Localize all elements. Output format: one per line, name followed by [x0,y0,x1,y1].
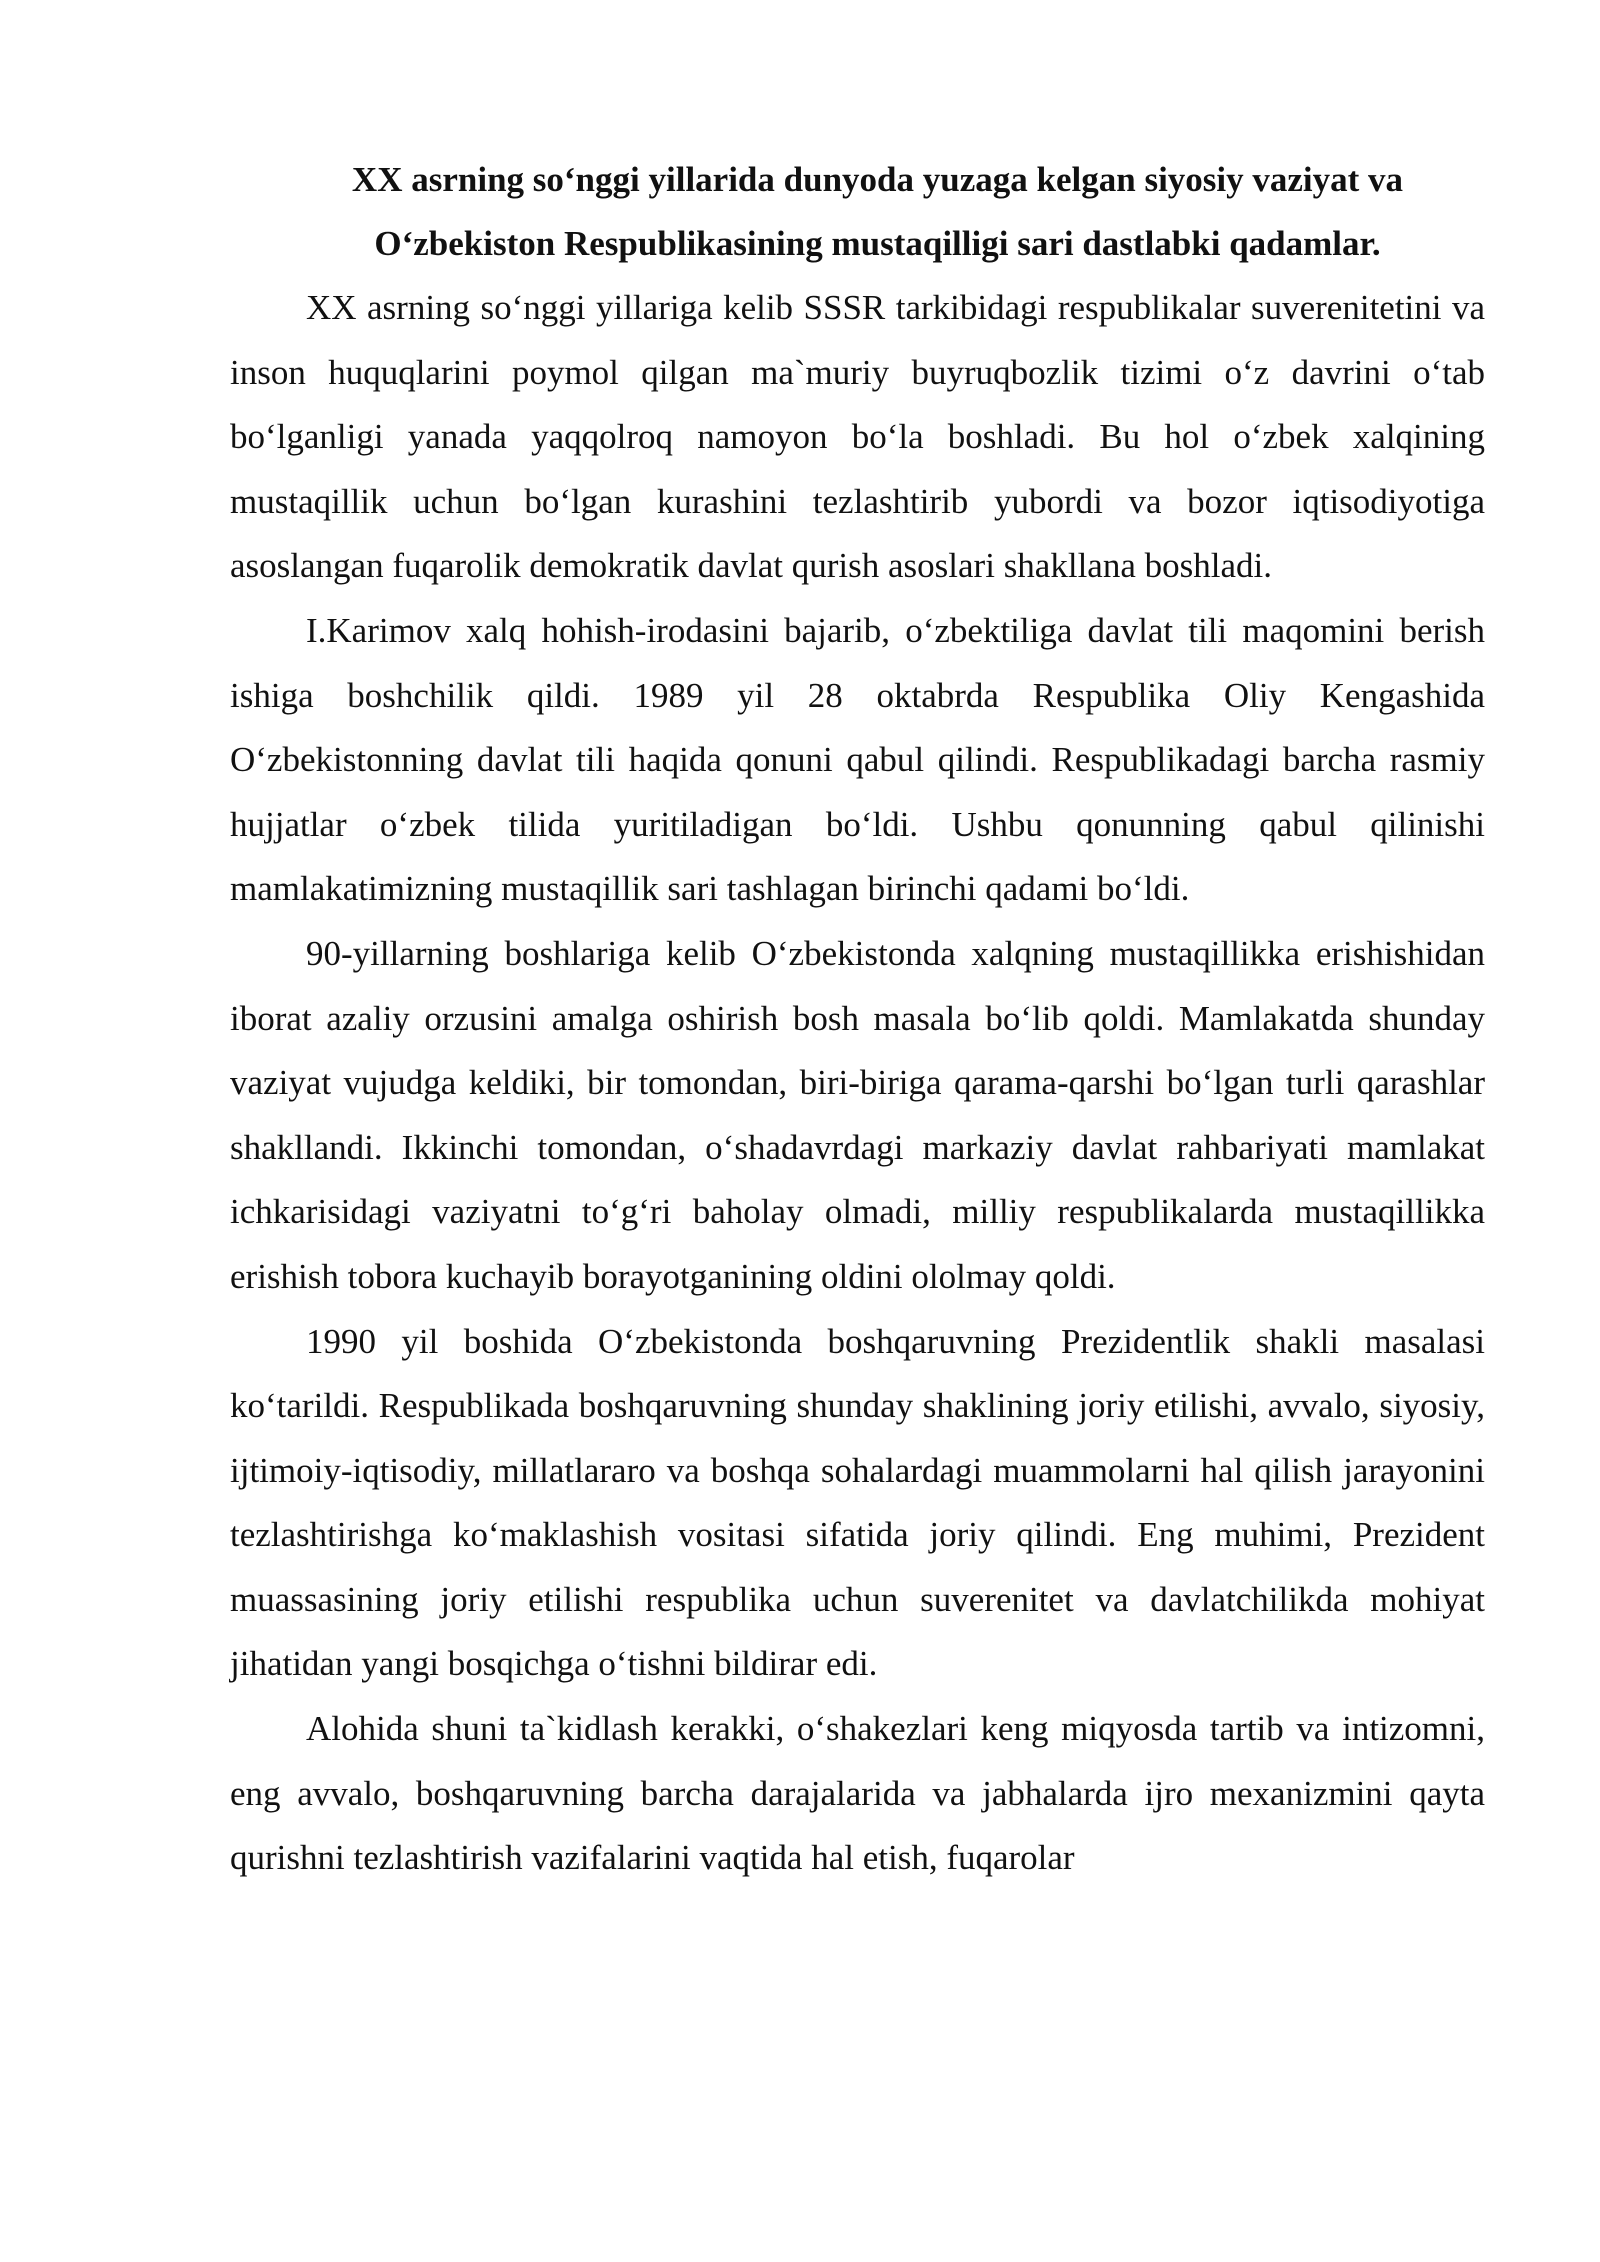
paragraph-1: XX asrning so‘nggi yillariga kelib SSSR tarkibidagi respublikalar suverenitetini va inson huquqlarini poymol qilgan ma`muriy buyruqbozlik tizimi o‘z davrini o‘tab bo‘lganligi yanada yaqqolroq namoyon bo‘la boshladi. Bu hol o‘zbek xalqining mustaqillik uchun bo‘lgan kurashini tezlashtirib yubordi va bozor iqtisodiyotiga asoslangan fuqarolik demokratik davlat qurish asoslari shakllana boshladi. [230,288,1485,586]
paragraph-4: 1990 yil boshida O‘zbekistonda boshqaruvning Prezidentlik shakli masalasi ko‘tarildi. Respublikada boshqaruvning shunday shaklining joriy etilishi, avvalo, siyosiy, ijtimoiy-iqtisodiy, millatlararo va boshqa sohalardagi muammolarni hal qilish jarayonini tezlashtirishga ko‘maklashish vositasi sifatida joriy qilindi. Eng muhimi, Prezident muassasining joriy etilishi respublika uchun suverenitet va davlatchilikda mohiyat jihatidan yangi bosqichga o‘tishni bildirar edi. [230,1321,1485,1684]
paragraph-2: I.Karimov xalq hohish-irodasini bajarib, o‘zbektiliga davlat tili maqomini berish ishiga boshchilik qildi. 1989 yil 28 oktabrda Respublika Oliy Kengashida O‘zbekistonning davlat tili haqida qonuni qabul qilindi. Respublikadagi barcha rasmiy hujjatlar o‘zbek tilida yuritiladigan bo‘ldi. Ushbu qonunning qabul qilinishi mamlakatimizning mustaqillik sari tashlagan birinchi qadami bo‘ldi. [230,610,1485,909]
title-line-2: O‘zbekiston Respublikasining mustaqilligi sari dastlabki qadamlar. [374,224,1381,263]
paragraph-5: Alohida shuni ta`kidlash kerakki, o‘shakezlari keng miqyosda tartib va intizomni, eng avvalo, boshqaruvning barcha darajalarida va jabhalarda ijro mexanizmini qayta qurishni tezlashtirish vazifalarini vaqtida hal etish, fuqarolar [230,1709,1485,1878]
title-line-1: XX asrning so‘nggi yillarida dunyoda yuzaga kelgan siyosiy vaziyat va [351,160,1404,199]
paragraph-3: 90-yillarning boshlariga kelib O‘zbekistonda xalqning mustaqillikka erishishidan iborat azaliy orzusini amalga oshirish bosh masala bo‘lib qoldi. Mamlakatda shunday vaziyat vujudga keldiki, bir tomondan, biri-biriga qarama-qarshi bo‘lgan turli qarashlar shakllandi. Ikkinchi tomondan, o‘shadavrdagi markaziy davlat rahbariyati mamlakat ichkarisidagi vaziyatni to‘g‘ri baholay olmadi, milliy respublikalarda mustaqillikka erishish tobora kuchayib borayotganining oldini ololmay qoldi. [230,933,1485,1296]
document-body [230,148,1485,1891]
document-title [230,148,1485,276]
